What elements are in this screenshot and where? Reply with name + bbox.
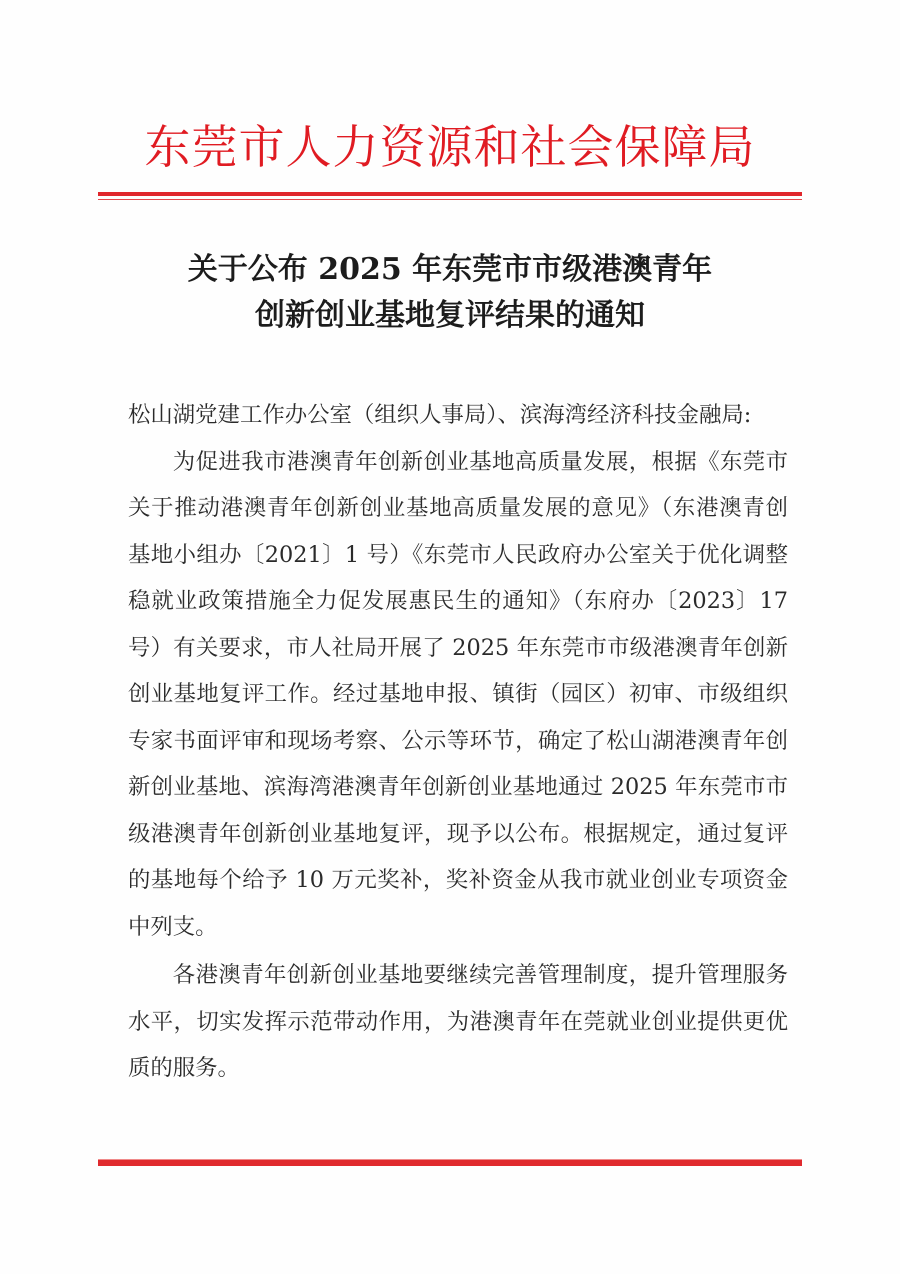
body-paragraph-2: 各港澳青年创新创业基地要继续完善管理制度，提升管理服务水平，切实发挥示范带动作用，为港澳青年在莞就业创业提供更优质的服务。 <box>128 962 788 1081</box>
document-title-line-1: 关于公布 2025 年东莞市市级港澳青年 <box>187 252 713 287</box>
addressee: 松山湖党建工作办公室（组织人事局）、滨海湾经济科技金融局: <box>128 402 752 428</box>
letterhead-rule-thin <box>98 199 802 200</box>
body-paragraph-1: 为促进我市港澳青年创新创业基地高质量发展，根据《东莞市关于推动港澳青年创新创业基地高质量发展的意见》（东港澳青创基地小组办〔2021〕1 号）《东莞市人民政府办公室关于优化调整稳就业政策措施全力促发展惠民生的通知》（东府办〔2023〕17 号）有关要求，市人社局开展了 2025 年东莞市市级港澳青年创新创业基地复评工作。经过基地申报、镇街（园区）初审、市级组织专家书面评审和现场考察、公示等环节，确定了松山湖港澳青年创新创业基地、滨海湾港澳青年创新创业基地通过 2025 年东莞市市级港澳青年创新创业基地复评，现予以公布。根据规定，通过复评的基地每个给予 10 万元奖补，奖补资金从我市就业创业专项资金中列支。 <box>128 448 788 940</box>
document-body <box>128 392 788 1092</box>
footer-rule <box>98 1159 802 1166</box>
document-title-line-2: 创新创业基地复评结果的通知 <box>255 298 645 333</box>
letterhead-issuer: 东莞市人力资源和社会保障局 <box>144 120 756 174</box>
letterhead-rule-thick <box>98 192 802 196</box>
